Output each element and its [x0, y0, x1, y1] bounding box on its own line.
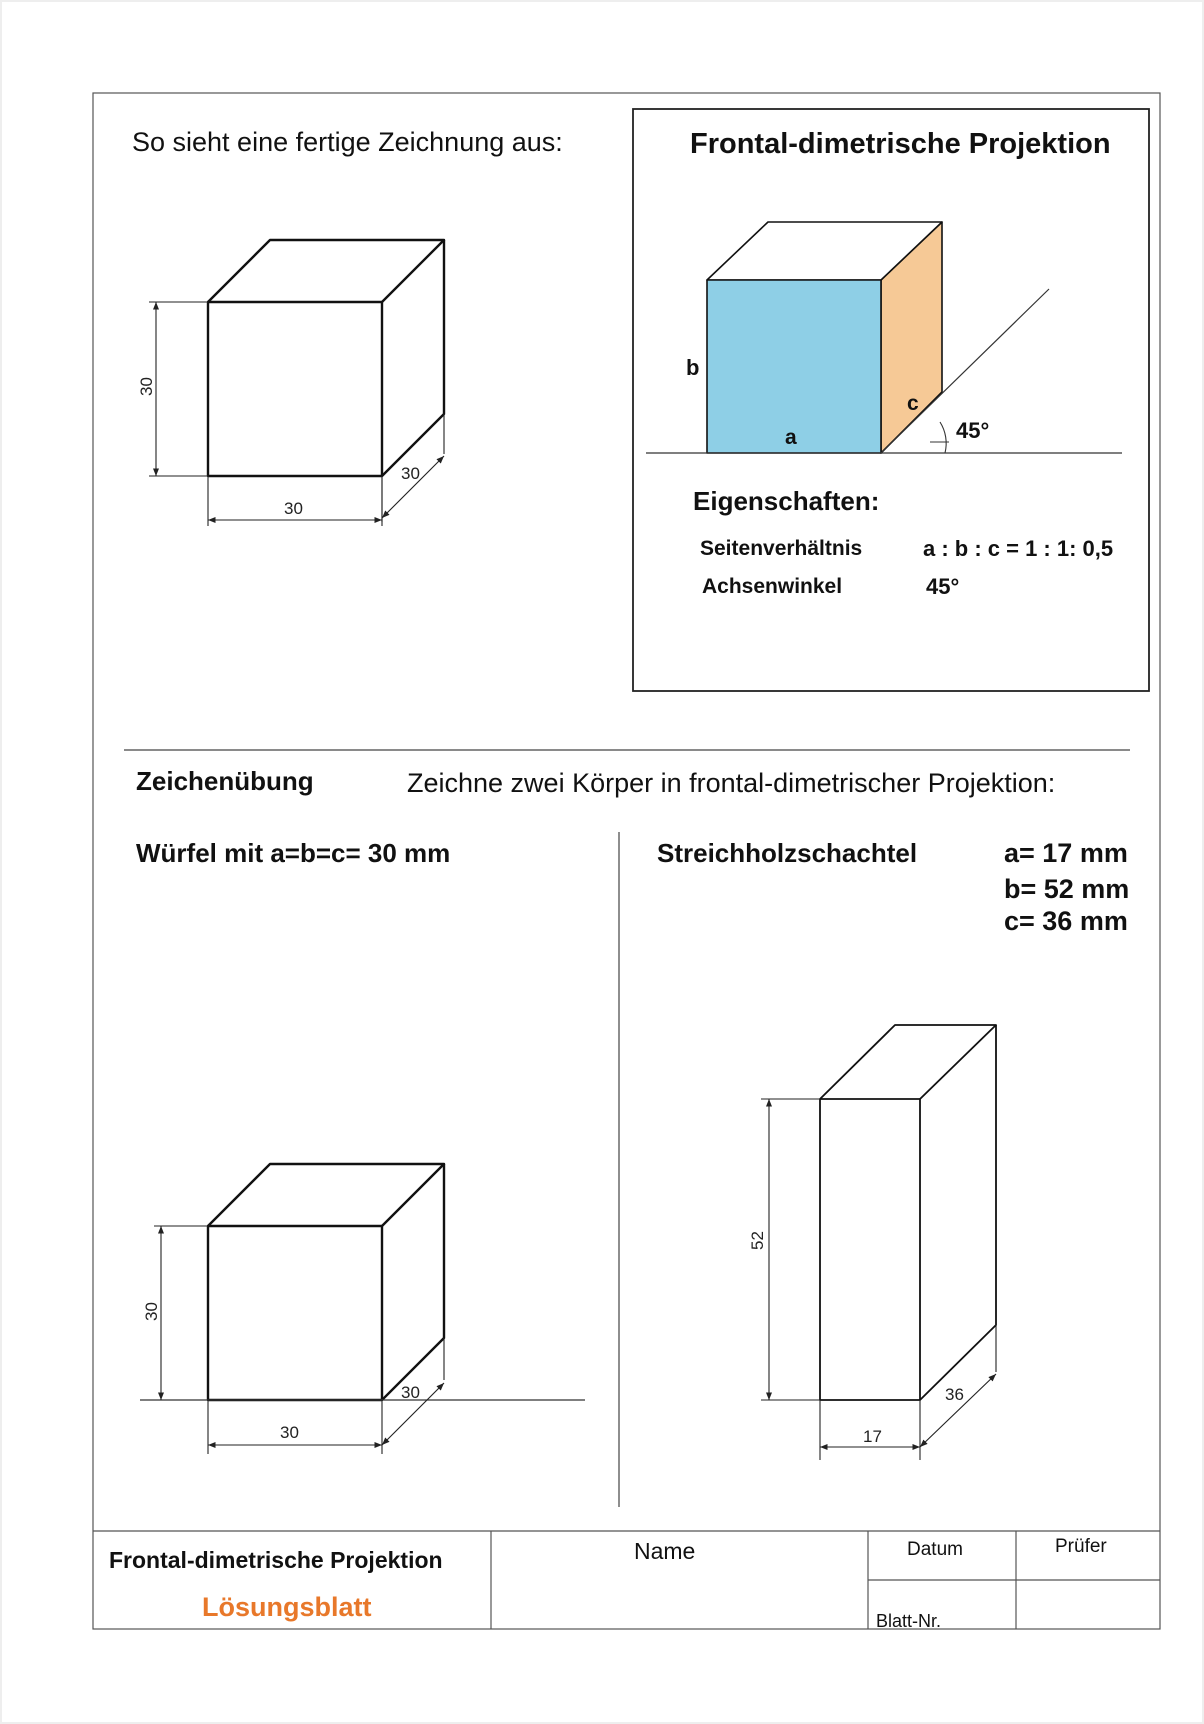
checker-label: Prüfer	[1055, 1536, 1107, 1557]
cube-depth-dim: 30	[401, 1383, 420, 1402]
worksheet	[2, 2, 1202, 1722]
exercise-instruction: Zeichne zwei Körper in frontal-dimetrischer Projektion:	[407, 768, 1056, 798]
sheet-number-label: Blatt-Nr.	[876, 1611, 942, 1631]
name-label: Name	[634, 1538, 696, 1564]
box-spec-b: b= 52 mm	[1004, 874, 1130, 904]
date-label: Datum	[907, 1539, 963, 1560]
info-label-a: a	[785, 426, 797, 449]
example-depth-dim: 30	[401, 464, 420, 483]
matchbox	[820, 1025, 996, 1400]
box-task-title: Streichholzschachtel	[657, 838, 918, 868]
property-value: 45°	[926, 574, 960, 599]
property-name: Achsenwinkel	[702, 575, 843, 598]
info-label-c: c	[907, 392, 919, 415]
example-height-dim: 30	[136, 377, 156, 396]
title-block-subtitle: Lösungsblatt	[202, 1592, 372, 1622]
info-label-b: b	[686, 355, 700, 380]
property-value: a : b : c = 1 : 1: 0,5	[923, 536, 1114, 561]
info-box-title: Frontal-dimetrische Projektion	[690, 128, 1111, 160]
box-depth-dim: 36	[945, 1385, 964, 1404]
property-name: Seitenverhältnis	[700, 537, 863, 560]
cube-width-dim: 30	[280, 1423, 299, 1442]
cube-task-title: Würfel mit a=b=c= 30 mm	[136, 838, 451, 868]
angle-arc	[940, 422, 946, 453]
example-cube-dimensions	[149, 302, 444, 526]
box-width-dim: 17	[863, 1427, 882, 1446]
box-spec-c: c= 36 mm	[1004, 906, 1128, 936]
properties-heading: Eigenschaften:	[693, 486, 880, 516]
box-spec-a: a= 17 mm	[1004, 838, 1128, 868]
box-height-dim: 52	[747, 1231, 767, 1250]
exercise-cube-dimensions	[154, 1226, 444, 1454]
matchbox-dimensions	[761, 1099, 996, 1460]
exercise-cube	[208, 1164, 444, 1400]
title-block-title: Frontal-dimetrische Projektion	[109, 1547, 443, 1573]
example-cube	[208, 240, 444, 476]
cube-height-dim: 30	[141, 1302, 161, 1321]
info-angle-label: 45°	[956, 418, 990, 443]
exercise-label: Zeichenübung	[136, 766, 314, 796]
info-cube	[707, 222, 942, 453]
intro-text: So sieht eine fertige Zeichnung aus:	[132, 127, 563, 157]
example-width-dim: 30	[284, 499, 303, 518]
